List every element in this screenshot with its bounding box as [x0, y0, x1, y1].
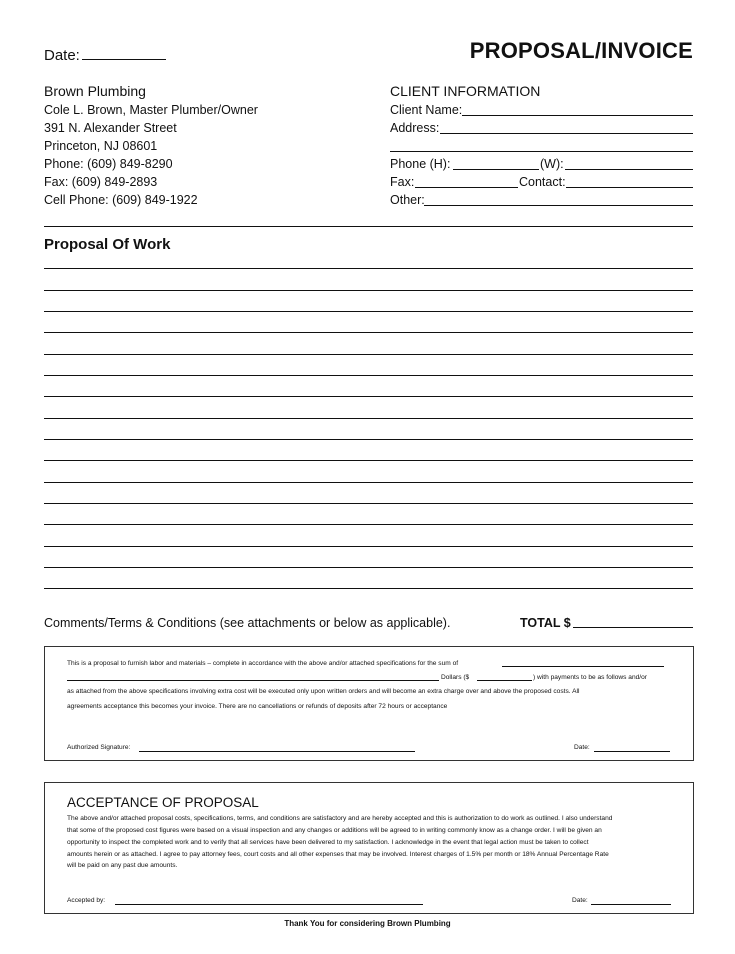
- client-name-line[interactable]: [462, 102, 693, 116]
- company-city: Princeton, NJ 08601: [44, 139, 158, 153]
- phone-home-line[interactable]: [453, 156, 539, 170]
- acceptance-box: [44, 782, 694, 914]
- company-name: Brown Plumbing: [44, 83, 146, 99]
- address-label: Address:: [390, 121, 440, 135]
- date-field[interactable]: [44, 47, 166, 64]
- terms-line-3: as attached from the above specifications involving extra cost will be executed only upon written orders and will become an extra charge over and above the proposed costs. All: [67, 688, 580, 695]
- proposal-line[interactable]: [44, 482, 693, 483]
- date-line[interactable]: [82, 47, 166, 60]
- accepted-by-label: Accepted by:: [67, 897, 106, 904]
- proposal-line[interactable]: [44, 588, 693, 589]
- proposal-line[interactable]: [44, 524, 693, 525]
- date-label: Date:: [44, 47, 80, 64]
- contact-label: Contact:: [519, 175, 566, 189]
- authorized-signature-label: Authorized Signature:: [67, 744, 131, 751]
- acceptance-line-2: that some of the proposed cost figures were based on a visual inspection and any changes or additions will be agreed to in writing commonly know as a change order. I will be given an: [67, 827, 602, 834]
- total-label: TOTAL $: [520, 616, 571, 630]
- company-fax: Fax: (609) 849-2893: [44, 175, 158, 189]
- fax-label: Fax:: [390, 175, 415, 189]
- total-line[interactable]: [573, 615, 693, 628]
- acceptance-heading: ACCEPTANCE OF PROPOSAL: [67, 795, 259, 810]
- acceptance-date-line[interactable]: [591, 895, 671, 905]
- terms-line-4: agreements acceptance this becomes your invoice. There are no cancellations or refunds of deposits after 72 hours or acceptance: [67, 703, 448, 710]
- proposal-line[interactable]: [44, 503, 693, 504]
- proposal-line[interactable]: [44, 311, 693, 312]
- company-cell: Cell Phone: (609) 849-1922: [44, 193, 198, 207]
- company-street: 391 N. Alexander Street: [44, 121, 177, 135]
- dollars-amount-line[interactable]: [477, 671, 532, 681]
- proposal-line[interactable]: [44, 332, 693, 333]
- other-line[interactable]: [424, 192, 693, 206]
- accepted-by-line[interactable]: [115, 895, 423, 905]
- client-heading: CLIENT INFORMATION: [390, 83, 541, 99]
- proposal-line[interactable]: [44, 354, 693, 355]
- company-owner: Cole L. Brown, Master Plumber/Owner: [44, 103, 258, 117]
- contact-line[interactable]: [566, 174, 693, 188]
- proposal-line[interactable]: [44, 460, 693, 461]
- acceptance-line-5: will be paid on any past due amounts.: [67, 862, 178, 869]
- phone-work-line[interactable]: [565, 156, 693, 170]
- proposal-line[interactable]: [44, 375, 693, 376]
- section-divider: [44, 226, 693, 227]
- proposal-line[interactable]: [44, 268, 693, 269]
- phone-work-label: (W):: [540, 157, 564, 171]
- proposal-line[interactable]: [44, 439, 693, 440]
- footer-thanks: Thank You for considering Brown Plumbing: [284, 919, 451, 928]
- terms-box: [44, 646, 694, 761]
- dollars-label: Dollars ($: [441, 674, 470, 681]
- authorized-signature-line[interactable]: [139, 742, 415, 752]
- terms-date-line[interactable]: [594, 742, 670, 752]
- terms-date-label: Date:: [574, 744, 590, 751]
- other-label: Other:: [390, 193, 425, 207]
- address-line-2[interactable]: [390, 138, 693, 152]
- terms-line-1: This is a proposal to furnish labor and materials – complete in accordance with the above and/or attached specifications for the sum of: [67, 660, 459, 667]
- acceptance-line-4: amounts herein or as attached. I agree to pay attorney fees, court costs and all other expenses that may be involved. Interest charges of 1.5% per month or 18% Annual Percentage Rate: [67, 851, 609, 858]
- client-name-label: Client Name:: [390, 103, 463, 117]
- proposal-line[interactable]: [44, 546, 693, 547]
- acceptance-line-1: The above and/or attached proposal costs, specifications, terms, and conditions are satisfactory and are hereby accepted and this is authorization to do work as outlined. I also understand: [67, 815, 613, 822]
- fax-line[interactable]: [415, 174, 518, 188]
- acceptance-date-label: Date:: [572, 897, 588, 904]
- proposal-line[interactable]: [44, 290, 693, 291]
- proposal-line[interactable]: [44, 567, 693, 568]
- proposal-line[interactable]: [44, 396, 693, 397]
- sum-line[interactable]: [502, 657, 664, 667]
- address-line-1[interactable]: [440, 120, 693, 134]
- comments-label: Comments/Terms & Conditions (see attachments or below as applicable).: [44, 616, 451, 630]
- page-title: PROPOSAL/INVOICE: [469, 38, 693, 63]
- payments-text: ) with payments to be as follows and/or: [533, 674, 647, 681]
- acceptance-line-3: opportunity to inspect the completed work and to verify that all services have been delivered to my satisfaction. I acknowledge in the event that legal action must be taken to collect: [67, 839, 589, 846]
- proposal-heading: Proposal Of Work: [44, 236, 171, 253]
- company-phone: Phone: (609) 849-8290: [44, 157, 173, 171]
- phone-home-label: Phone (H):: [390, 157, 451, 171]
- sum-words-line[interactable]: [67, 671, 439, 681]
- proposal-line[interactable]: [44, 418, 693, 419]
